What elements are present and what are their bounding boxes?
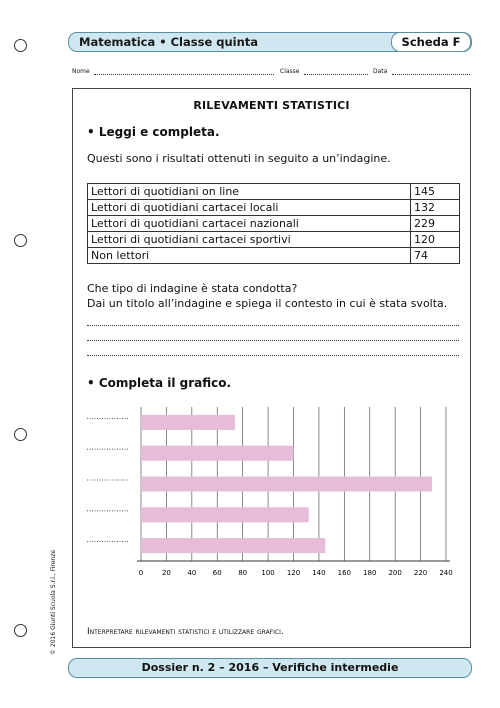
chart-category-blanks bbox=[87, 418, 129, 541]
x-tick-label: 0 bbox=[138, 569, 144, 577]
worksheet-box bbox=[72, 88, 471, 648]
binder-hole bbox=[14, 39, 27, 52]
question-type: Che tipo di indagine è stata condotta? bbox=[87, 282, 298, 295]
x-tick-label: 120 bbox=[286, 569, 301, 577]
learning-objective: Interpretare rilevamenti statistici e utilizzare grafici. bbox=[87, 627, 284, 637]
bar bbox=[141, 415, 235, 430]
bar bbox=[141, 477, 432, 492]
classe-field[interactable] bbox=[304, 74, 368, 75]
x-tick-label: 80 bbox=[238, 569, 248, 577]
row-value: 229 bbox=[411, 216, 460, 232]
footer-bar: Dossier n. 2 – 2016 – Verifiche intermedie bbox=[68, 658, 472, 678]
x-tick-label: 60 bbox=[212, 569, 222, 577]
chart-x-ticks bbox=[139, 569, 453, 577]
row-value: 74 bbox=[411, 248, 460, 264]
question-title: Dai un titolo all’indagine e spiega il contesto in cui è stata svolta. bbox=[87, 297, 448, 310]
data-field[interactable] bbox=[392, 74, 470, 75]
page-title: RILEVAMENTI STATISTICI bbox=[193, 99, 350, 112]
intro-text: Questi sono i risultati ottenuti in seguito a un’indagine. bbox=[87, 152, 391, 165]
scheda-label: Scheda F bbox=[391, 32, 471, 52]
row-value: 132 bbox=[411, 200, 460, 216]
row-label: Lettori di quotidiani cartacei locali bbox=[88, 200, 411, 216]
x-tick-label: 160 bbox=[337, 569, 352, 577]
row-label: Lettori di quotidiani on line bbox=[88, 184, 411, 200]
nome-label: Nome bbox=[72, 68, 90, 75]
section-heading-chart: • Completa il grafico. bbox=[87, 376, 232, 390]
section-heading-read: • Leggi e completa. bbox=[87, 125, 220, 139]
row-label: Non lettori bbox=[88, 248, 411, 264]
chart-bars bbox=[141, 415, 432, 553]
x-tick-label: 20 bbox=[161, 569, 171, 577]
x-tick-label: 220 bbox=[413, 569, 428, 577]
x-tick-label: 240 bbox=[439, 569, 453, 577]
bar bbox=[141, 507, 309, 522]
x-tick-label: 200 bbox=[388, 569, 402, 577]
header-bar bbox=[68, 32, 472, 52]
subject-label: Matematica • Classe quinta bbox=[79, 35, 259, 49]
x-tick-label: 40 bbox=[187, 569, 197, 577]
binder-hole bbox=[14, 624, 27, 637]
x-tick-label: 180 bbox=[363, 569, 377, 577]
bar bbox=[141, 538, 325, 553]
binder-hole bbox=[14, 234, 27, 247]
bar bbox=[141, 446, 294, 461]
nome-field[interactable] bbox=[94, 74, 274, 75]
row-value: 145 bbox=[411, 184, 460, 200]
x-tick-label: 140 bbox=[312, 569, 326, 577]
row-label: Lettori di quotidiani cartacei sportivi bbox=[88, 232, 411, 248]
data-label: Data bbox=[373, 68, 388, 75]
binder-hole bbox=[14, 428, 27, 441]
copyright-text: © 2016 Giunti Scuola S.r.l., Firenze bbox=[50, 549, 57, 655]
row-value: 120 bbox=[411, 232, 460, 248]
bar-chart bbox=[73, 89, 470, 589]
classe-label: Classe bbox=[280, 68, 300, 75]
x-tick-label: 100 bbox=[261, 569, 275, 577]
row-label: Lettori di quotidiani cartacei nazionali bbox=[88, 216, 411, 232]
